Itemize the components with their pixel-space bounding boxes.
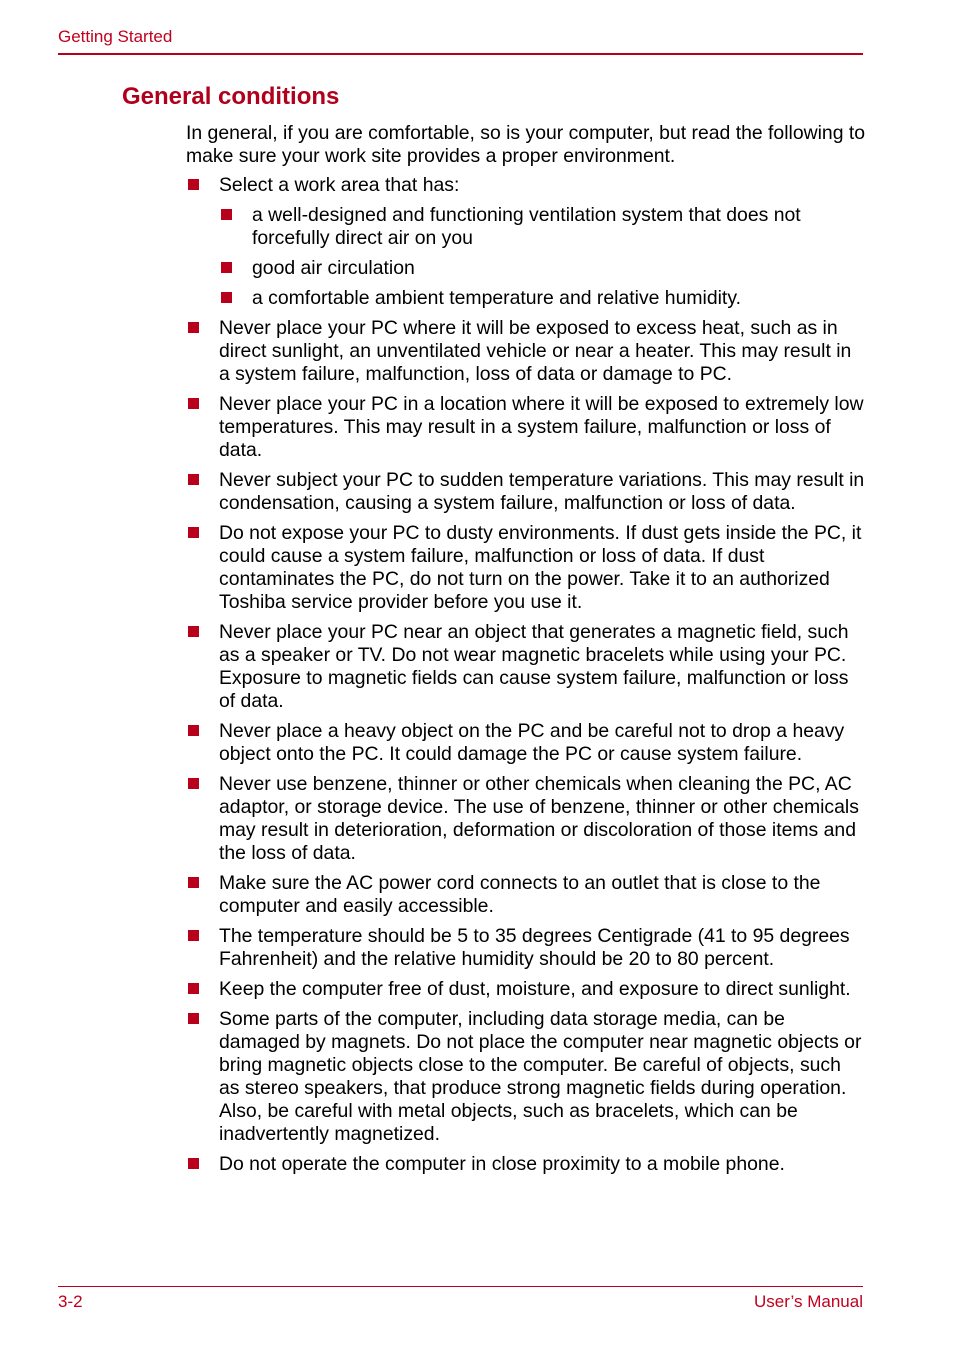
sub-bullet-list [219,204,866,310]
list-item: Keep the computer free of dust, moisture, and exposure to direct sunlight. [186,978,866,1001]
list-item-text: Select a work area that has: [219,174,460,196]
manual-title: User’s Manual [754,1292,863,1311]
header-rule [58,53,863,55]
list-item: Never subject your PC to sudden temperature variations. This may result in condensation, causing a system failure, malfunction or loss of data. [186,469,866,515]
sub-list-item: good air circulation [219,257,866,280]
intro-paragraph: In general, if you are comfortable, so is your computer, but read the following to make sure your work site provides a proper environment. [186,122,866,167]
list-item: Do not expose your PC to dusty environments. If dust gets inside the PC, it could cause a system failure, malfunction or loss of data. If dust contaminates the PC, do not turn on the power. Take it to an authorized Toshiba service provider before you use it. [186,522,866,614]
footer-rule [58,1286,863,1287]
list-item: Never use benzene, thinner or other chemicals when cleaning the PC, AC adaptor, or storage device. The use of benzene, thinner or other chemicals may result in deterioration, deformation or discoloration of those items and the loss of data. [186,773,866,865]
list-item: Make sure the AC power cord connects to an outlet that is close to the computer and easily accessible. [186,872,866,918]
list-item: The temperature should be 5 to 35 degrees Centigrade (41 to 95 degrees Fahrenheit) and the relative humidity should be 20 to 80 percent. [186,925,866,971]
list-item [186,174,866,310]
list-item: Never place your PC where it will be exposed to excess heat, such as in direct sunlight, an unventilated vehicle or near a heater. This may result in a system failure, malfunction, loss of data or damage to PC. [186,317,866,386]
sub-list-item: a comfortable ambient temperature and relative humidity. [219,287,866,310]
list-item: Never place your PC in a location where it will be exposed to extremely low temperatures. This may result in a system failure, malfunction or loss of data. [186,393,866,462]
sub-list-item: a well-designed and functioning ventilation system that does not forcefully direct air on you [219,204,866,250]
list-item: Do not operate the computer in close proximity to a mobile phone. [186,1153,866,1176]
section-title: General conditions [122,83,340,110]
bullet-list [186,174,866,1176]
list-item: Never place a heavy object on the PC and be careful not to drop a heavy object onto the PC. It could damage the PC or cause system failure. [186,720,866,766]
running-head: Getting Started [58,27,173,46]
list-item: Never place your PC near an object that generates a magnetic field, such as a speaker or TV. Do not wear magnetic bracelets while using your PC. Exposure to magnetic fields can cause system failure, malfunction or loss of data. [186,621,866,713]
list-item: Some parts of the computer, including data storage media, can be damaged by magnets. Do not place the computer near magnetic objects or bring magnetic objects close to the computer. Be careful of objects, such as stereo speakers, that produce strong magnetic fields during operation. Also, be careful with metal objects, such as bracelets, which can be inadvertently magnetized. [186,1008,866,1146]
page-number: 3-2 [58,1292,83,1311]
section-content [186,122,866,1183]
